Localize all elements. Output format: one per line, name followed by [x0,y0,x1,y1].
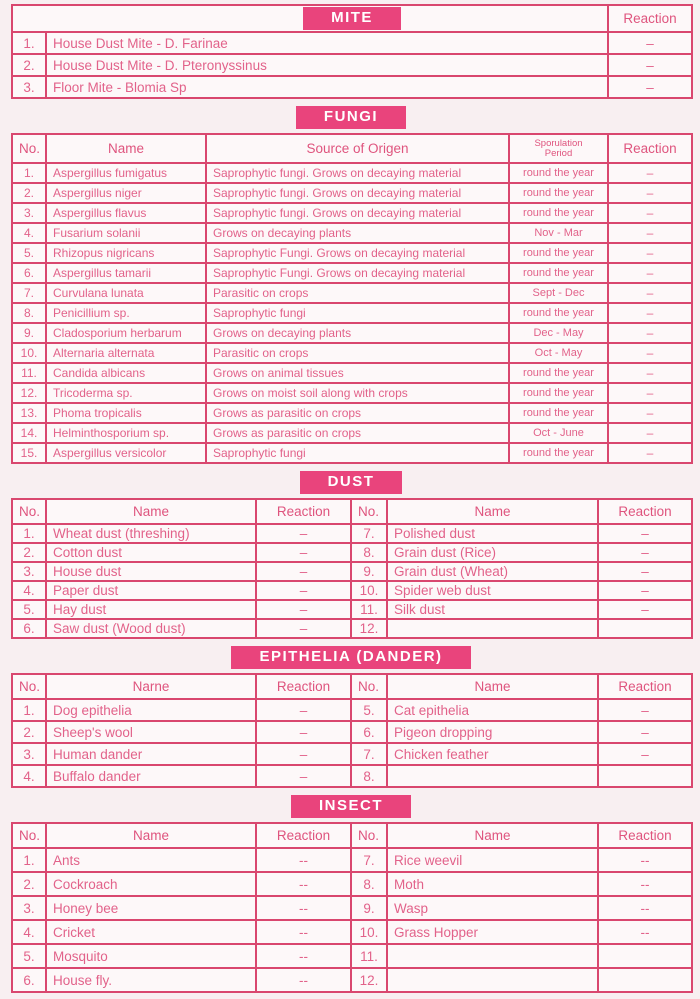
allergen-name: Mosquito [46,944,256,968]
allergen-name: Buffalo dander [46,765,256,787]
row-number: 2. [12,183,46,203]
row-number: 10. [12,343,46,363]
reaction-value: – [608,423,692,443]
row-number: 4. [12,581,46,600]
row-number: 7. [351,524,387,543]
table-row [12,403,692,423]
fungi-section-title: FUNGI [296,106,406,129]
reaction-value: – [256,765,351,787]
row-number: 1. [12,848,46,872]
reaction-value: – [608,303,692,323]
allergen-name: Helminthosporium sp. [46,423,206,443]
allergen-name [387,619,598,638]
insect-no-header: No. [12,823,46,848]
allergen-name: Phoma tropicalis [46,403,206,423]
reaction-value: -- [598,872,692,896]
row-number: 7. [351,743,387,765]
epithelia-name-header: Narne [46,674,256,699]
sporulation-period: round the year [509,383,608,403]
sporulation-period: round the year [509,303,608,323]
row-number: 3. [12,896,46,920]
sporulation-period: round the year [509,183,608,203]
row-number: 4. [12,223,46,243]
table-row [12,543,692,562]
reaction-value: – [608,323,692,343]
allergen-name: Moth [387,872,598,896]
row-number: 6. [12,968,46,992]
reaction-value: – [598,543,692,562]
reaction-value: – [598,600,692,619]
row-number: 11. [351,944,387,968]
reaction-value: -- [598,920,692,944]
mite-header-row [12,5,692,32]
allergen-name: Wheat dust (threshing) [46,524,256,543]
source-of-origin: Saprophytic fungi [206,303,509,323]
allergen-name: Grain dust (Wheat) [387,562,598,581]
insect-name-header: Name [46,823,256,848]
fungi-banner-row [11,106,691,129]
allergen-name: Curvulana lunata [46,283,206,303]
mite-banner-cell [12,5,608,32]
dust-name-header: Name [46,499,256,524]
allergen-name: House Dust Mite - D. Pteronyssinus [46,54,608,76]
reaction-value: – [256,562,351,581]
table-row [12,848,692,872]
insect-no2-header: No. [351,823,387,848]
table-row [12,699,692,721]
table-row [12,343,692,363]
insect-reaction-header: Reaction [256,823,351,848]
row-number: 15. [12,443,46,463]
row-number: 7. [351,848,387,872]
row-number: 2. [12,54,46,76]
mite-rows [12,32,692,98]
mite-section-title: MITE [303,7,401,30]
table-row [12,524,692,543]
row-number: 2. [12,721,46,743]
allergen-name: Aspergillus fumigatus [46,163,206,183]
row-number: 5. [12,600,46,619]
row-number: 13. [12,403,46,423]
row-number: 5. [12,243,46,263]
insect-banner-row [11,795,691,818]
insect-name2-header: Name [387,823,598,848]
reaction-value: – [598,743,692,765]
allergen-name: Fusarium solanii [46,223,206,243]
reaction-value [598,944,692,968]
row-number: 6. [351,721,387,743]
reaction-value: -- [256,848,351,872]
source-of-origin: Grows as parasitic on crops [206,403,509,423]
row-number: 2. [12,872,46,896]
source-of-origin: Grows on decaying plants [206,223,509,243]
reaction-value: – [256,619,351,638]
allergen-name: Cat epithelia [387,699,598,721]
table-row [12,743,692,765]
allergen-name: Tricoderma sp. [46,383,206,403]
fungi-header-row [12,134,692,163]
row-number: 3. [12,562,46,581]
source-of-origin: Grows on decaying plants [206,323,509,343]
reaction-value: -- [598,848,692,872]
row-number: 1. [12,699,46,721]
reaction-value: – [608,32,692,54]
reaction-value: -- [598,896,692,920]
row-number: 6. [12,263,46,283]
row-number: 3. [12,76,46,98]
sporulation-period: Sept - Dec [509,283,608,303]
reaction-value: – [256,600,351,619]
dust-banner-row [11,471,691,494]
source-of-origin: Saprophytic fungi [206,443,509,463]
row-number: 9. [351,896,387,920]
table-row [12,581,692,600]
reaction-value: -- [256,968,351,992]
reaction-value: – [256,721,351,743]
source-of-origin: Parasitic on crops [206,343,509,363]
allergen-name: Candida albicans [46,363,206,383]
reaction-value: – [598,562,692,581]
reaction-value: – [608,403,692,423]
allergen-name: Spider web dust [387,581,598,600]
row-number: 4. [12,920,46,944]
reaction-value [598,968,692,992]
sporulation-period: Nov - Mar [509,223,608,243]
allergen-name: Floor Mite - Blomia Sp [46,76,608,98]
epithelia-section-title: EPITHELIA (DANDER) [231,646,470,669]
dust-table [11,498,693,639]
row-number: 5. [351,699,387,721]
allergen-name: Saw dust (Wood dust) [46,619,256,638]
source-of-origin: Saprophytic fungi. Grows on decaying material [206,203,509,223]
source-of-origin: Saprophytic fungi. Grows on decaying material [206,183,509,203]
reaction-value: – [256,581,351,600]
source-of-origin: Grows on moist soil along with crops [206,383,509,403]
allergen-name: House Dust Mite - D. Farinae [46,32,608,54]
allergen-name: Polished dust [387,524,598,543]
allergen-name: Silk dust [387,600,598,619]
row-number: 11. [351,600,387,619]
row-number: 12. [351,619,387,638]
dust-header-row [12,499,692,524]
fungi-source-header: Source of Origen [206,134,509,163]
row-number: 8. [351,543,387,562]
sporulation-period: round the year [509,263,608,283]
insect-rows [12,848,692,992]
table-row [12,32,692,54]
row-number: 10. [351,920,387,944]
mite-reaction-header: Reaction [608,5,692,32]
allergen-name: Grain dust (Rice) [387,543,598,562]
reaction-value: – [598,524,692,543]
reaction-value: -- [256,944,351,968]
reaction-value: – [256,524,351,543]
row-number: 12. [351,968,387,992]
row-number: 1. [12,32,46,54]
row-number: 14. [12,423,46,443]
fungi-sporulation-header [509,134,608,163]
reaction-value: – [608,54,692,76]
row-number: 11. [12,363,46,383]
allergen-name: Pigeon dropping [387,721,598,743]
fungi-reaction-header: Reaction [608,134,692,163]
reaction-value: – [598,721,692,743]
reaction-value: – [608,263,692,283]
sporulation-period: round the year [509,203,608,223]
reaction-value: – [608,243,692,263]
epithelia-reaction2-header: Reaction [598,674,692,699]
sporulation-line1: Sporulation [534,137,583,149]
row-number: 9. [351,562,387,581]
source-of-origin: Grows as parasitic on crops [206,423,509,443]
table-row [12,968,692,992]
fungi-rows [12,163,692,463]
table-row [12,443,692,463]
allergen-name: House dust [46,562,256,581]
allergen-name: Paper dust [46,581,256,600]
epithelia-reaction-header: Reaction [256,674,351,699]
sporulation-period: round the year [509,163,608,183]
insect-table [11,822,693,993]
allergen-name: Dog epithelia [46,699,256,721]
sporulation-period: Oct - June [509,423,608,443]
allergen-name: Cockroach [46,872,256,896]
row-number: 2. [12,543,46,562]
table-row [12,872,692,896]
dust-reaction2-header: Reaction [598,499,692,524]
table-row [12,383,692,403]
table-row [12,619,692,638]
reaction-value: – [608,163,692,183]
row-number: 3. [12,203,46,223]
reaction-value: – [608,443,692,463]
table-row [12,920,692,944]
allergen-name [387,944,598,968]
allergen-name: Grass Hopper [387,920,598,944]
table-row [12,76,692,98]
table-row [12,896,692,920]
fungi-name-header: Name [46,134,206,163]
row-number: 8. [351,765,387,787]
epithelia-name2-header: Name [387,674,598,699]
table-row [12,323,692,343]
table-row [12,163,692,183]
reaction-value: – [608,283,692,303]
table-row [12,183,692,203]
epithelia-no2-header: No. [351,674,387,699]
allergen-name: Honey bee [46,896,256,920]
reaction-value: – [608,223,692,243]
allergen-name [387,968,598,992]
allergen-name: Rhizopus nigricans [46,243,206,263]
allergen-name: Penicillium sp. [46,303,206,323]
table-row [12,600,692,619]
reaction-value: – [598,699,692,721]
source-of-origin: Saprophytic Fungi. Grows on decaying material [206,263,509,283]
epithelia-rows [12,699,692,787]
sporulation-period: round the year [509,363,608,383]
allergen-name: Aspergillus tamarii [46,263,206,283]
table-row [12,303,692,323]
allergen-name: Alternaria alternata [46,343,206,363]
reaction-value: – [608,183,692,203]
table-row [12,363,692,383]
reaction-value: -- [256,896,351,920]
dust-section-title: DUST [300,471,403,494]
source-of-origin: Grows on animal tissues [206,363,509,383]
row-number: 7. [12,283,46,303]
allergen-name: House fly. [46,968,256,992]
sporulation-period: Oct - May [509,343,608,363]
allergen-name: Sheep's wool [46,721,256,743]
reaction-value: – [256,543,351,562]
row-number: 9. [12,323,46,343]
row-number: 6. [12,619,46,638]
row-number: 8. [12,303,46,323]
row-number: 12. [12,383,46,403]
sporulation-period: round the year [509,403,608,423]
allergen-name [387,765,598,787]
table-row [12,562,692,581]
row-number: 5. [12,944,46,968]
sporulation-period: Dec - May [509,323,608,343]
dust-rows [12,524,692,638]
reaction-value [598,619,692,638]
table-row [12,223,692,243]
reaction-value: – [608,383,692,403]
allergen-name: Cricket [46,920,256,944]
allergen-name: Cotton dust [46,543,256,562]
epithelia-no-header: No. [12,674,46,699]
table-row [12,944,692,968]
epithelia-table [11,673,693,788]
insect-header-row [12,823,692,848]
reaction-value: – [608,203,692,223]
reaction-value: – [256,743,351,765]
row-number: 8. [351,872,387,896]
dust-no-header: No. [12,499,46,524]
sporulation-period: round the year [509,243,608,263]
reaction-value: – [256,699,351,721]
insect-section-title: INSECT [291,795,411,818]
reaction-value: – [598,581,692,600]
row-number: 1. [12,163,46,183]
allergen-name: Cladosporium herbarum [46,323,206,343]
allergen-name: Aspergillus niger [46,183,206,203]
source-of-origin: Parasitic on crops [206,283,509,303]
source-of-origin: Saprophytic fungi. Grows on decaying material [206,163,509,183]
reaction-value: – [608,363,692,383]
allergen-name: Hay dust [46,600,256,619]
dust-reaction-header: Reaction [256,499,351,524]
row-number: 1. [12,524,46,543]
insect-reaction2-header: Reaction [598,823,692,848]
table-row [12,721,692,743]
fungi-no-header: No. [12,134,46,163]
reaction-value: -- [256,872,351,896]
table-row [12,54,692,76]
source-of-origin: Saprophytic Fungi. Grows on decaying material [206,243,509,263]
allergen-name: Human dander [46,743,256,765]
reaction-value: – [608,343,692,363]
table-row [12,243,692,263]
epithelia-banner-row [11,646,691,669]
fungi-table [11,133,693,464]
dust-no2-header: No. [351,499,387,524]
allergen-name: Wasp [387,896,598,920]
table-row [12,263,692,283]
table-row [12,203,692,223]
table-row [12,423,692,443]
row-number: 10. [351,581,387,600]
allergen-name: Rice weevil [387,848,598,872]
table-row [12,765,692,787]
row-number: 3. [12,743,46,765]
sporulation-period: round the year [509,443,608,463]
allergen-name: Ants [46,848,256,872]
reaction-value: -- [256,920,351,944]
mite-table [11,4,693,99]
allergen-name: Aspergillus flavus [46,203,206,223]
allergen-name: Aspergillus versicolor [46,443,206,463]
row-number: 4. [12,765,46,787]
table-row [12,283,692,303]
dust-name2-header: Name [387,499,598,524]
epithelia-header-row [12,674,692,699]
allergen-name: Chicken feather [387,743,598,765]
reaction-value [598,765,692,787]
reaction-value: – [608,76,692,98]
sporulation-line2: Period [544,147,573,159]
